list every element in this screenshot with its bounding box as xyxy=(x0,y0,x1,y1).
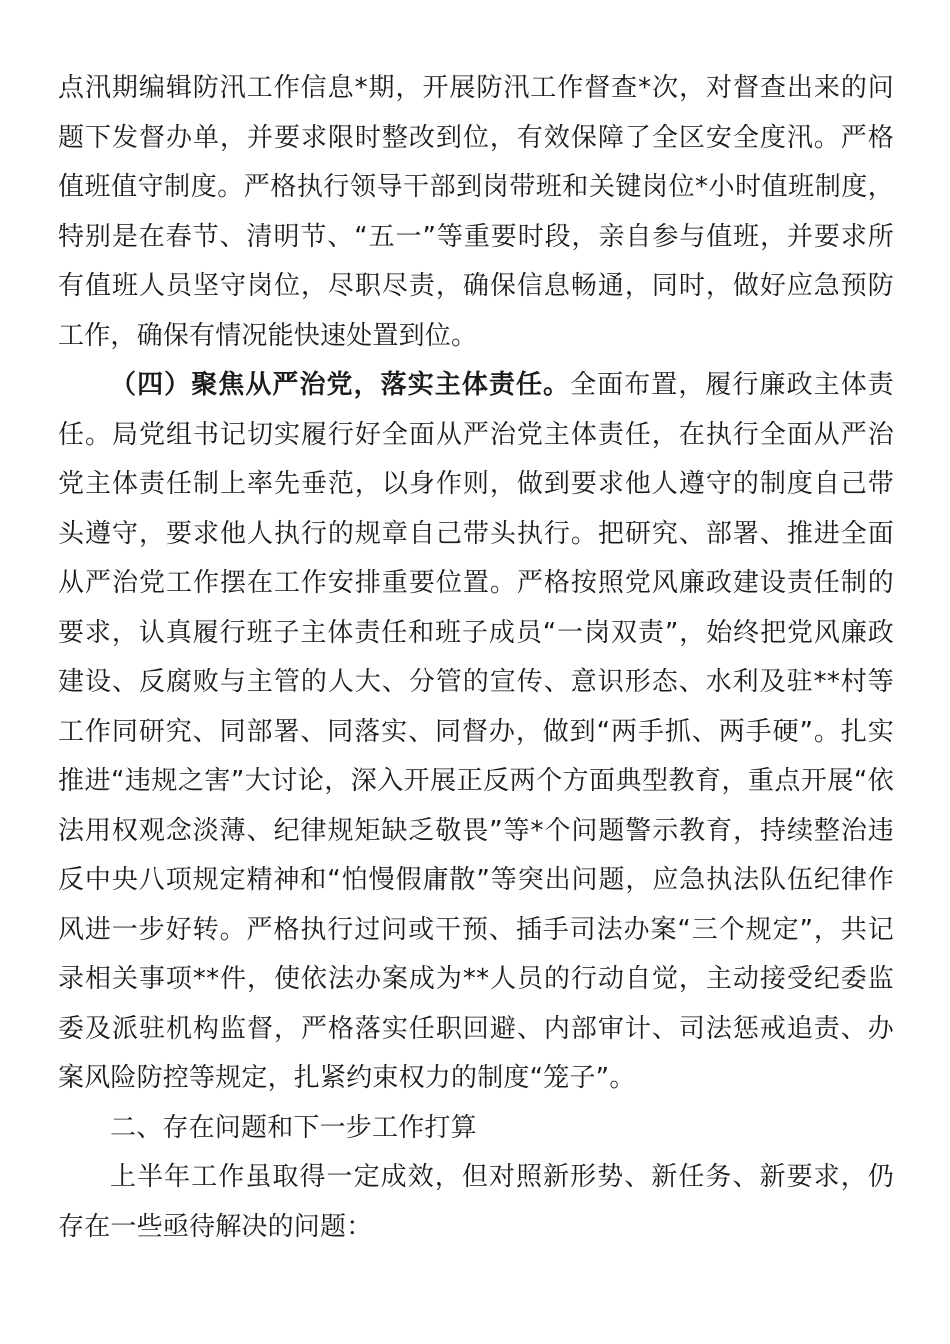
paragraph-party-discipline xyxy=(58,361,894,1104)
section-title xyxy=(58,1104,894,1154)
paragraph-flood-duty xyxy=(58,64,894,361)
paragraph-text: 上半年工作虽取得一定成效，但对照新形势、新任务、新要求，仍存在一些亟待解决的问题： xyxy=(58,1162,894,1242)
section-heading: （四）聚焦从严治党，落实主体责任。 xyxy=(110,370,571,400)
paragraph-text: 全面布置，履行廉政主体责任。局党组书记切实履行好全面从严治党主体责任，在执行全面从严治党主体责任制上率先垂范，以身作则，做到要求他人遵守的制度自己带头遵守，要求他人执行的规章自己带头执行。把研究、部署、推进全面从严治党工作摆在工作安排重要位置。严格按照党风廉政建设责任制的要求，认真履行班子主体责任和班子成员“一岗双责”，始终把党风廉政建设、反腐败与主管的人大、分管的宣传、意识形态、水利及驻**村等工作同研究、同部署、同落实、同督办，做到“两手抓、两手硬”。扎实推进“违规之害”大讨论，深入开展正反两个方面典型教育，重点开展“依法用权观念淡薄、纪律规矩缺乏敬畏”等*个问题警示教育，持续整治违反中央八项规定精神和“怕慢假庸散”等突出问题，应急执法队伍纪律作风进一步好转。严格执行过问或干预、插手司法办案“三个规定”，共记录相关事项**件，使依法办案成为**人员的行动自觉，主动接受纪委监委及派驻机构监督，严格落实任职回避、内部审计、司法惩戒追责、办案风险防控等规定，扎紧约束权力的制度“笼子”。 xyxy=(58,370,894,1093)
document-page xyxy=(58,64,894,1252)
paragraph-text: 点汛期编辑防汛工作信息*期，开展防汛工作督查*次，对督查出来的问题下发督办单，并要求限时整改到位，有效保障了全区安全度汛。严格值班值守制度。严格执行领导干部到岗带班和关键岗位*小时值班制度，特别是在春节、清明节、“五一”等重要时段，亲自参与值班，并要求所有值班人员坚守岗位，尽职尽责，确保信息畅通，同时，做好应急预防工作，确保有情况能快速处置到位。 xyxy=(58,73,894,351)
paragraph-problems-intro xyxy=(58,1153,894,1252)
section-title-text: 二、存在问题和下一步工作打算 xyxy=(110,1112,477,1143)
